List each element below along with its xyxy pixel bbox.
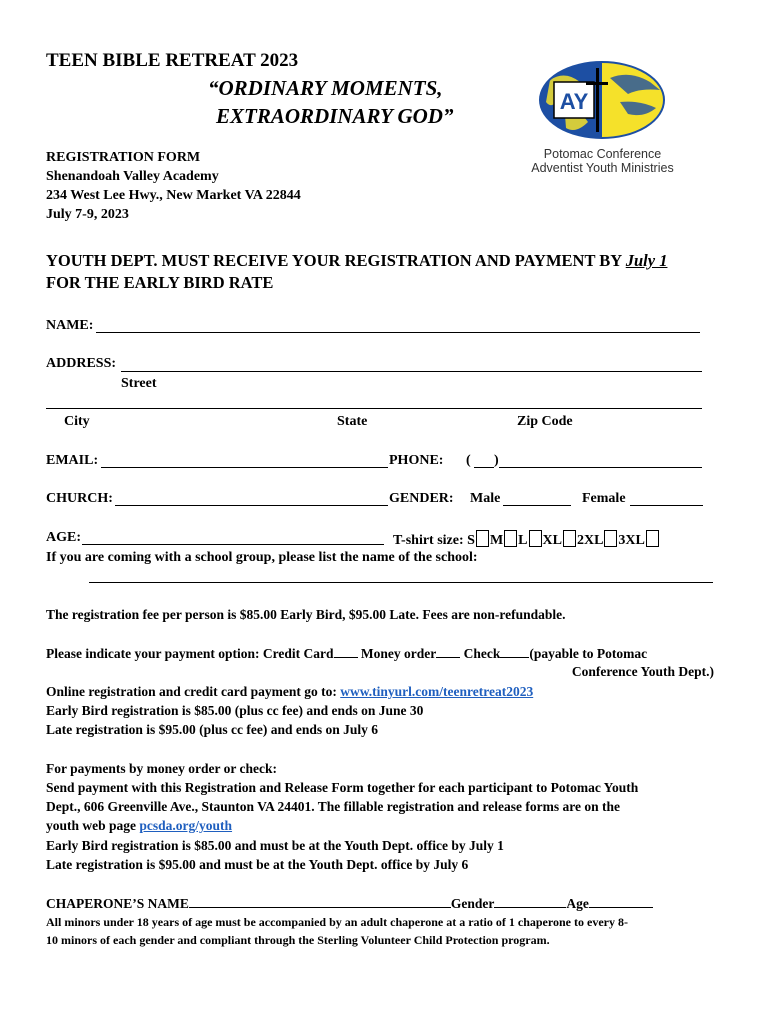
venue-address: 234 West Lee Hwy., New Market VA 22844 [46,188,301,203]
size-2xl-label: 2XL [576,533,604,548]
check-blank[interactable] [500,645,529,658]
chaperone-note-line-1: All minors under 18 years of age must be accompanied by an adult chaperone at a ratio of 1 chaperone to every 8- [46,915,628,929]
gender-male-label: Male [470,491,501,506]
theme-line-2: EXTRAORDINARY GOD” [216,104,454,128]
logo-org-line-2: Adventist Youth Ministries [531,161,674,175]
street-label: Street [121,376,157,391]
mail-line-1: Send payment with this Registration and Release Form together for each participant to Potomac Youth [46,780,639,795]
chaperone-gender-field[interactable] [494,895,566,908]
payment-prompt: Please indicate your payment option: Credit Card [46,646,334,661]
gender-male-field[interactable] [503,505,571,506]
logo-mark: AY [559,89,589,114]
phone-paren-close: ) [494,453,499,468]
size-s-checkbox[interactable] [476,530,489,547]
email-label: EMAIL: [46,453,99,468]
size-l-label: L [518,533,528,548]
youth-web-link[interactable]: pcsda.org/youth [139,818,233,833]
school-name-field[interactable] [89,582,713,583]
size-s-label: S [467,533,475,548]
deadline-text: YOUTH DEPT. MUST RECEIVE YOUR REGISTRATION AND PAYMENT BY [46,251,626,270]
mail-early-bird: Early Bird registration is $85.00 and must be at the Youth Dept. office by July 1 [46,838,504,853]
size-l-checkbox[interactable] [529,530,542,547]
age-field[interactable] [82,544,384,545]
phone-paren-open: ( [466,453,471,468]
address-label: ADDRESS: [46,356,117,371]
payable-to-line-2: Conference Youth Dept.) [571,664,714,679]
online-early-bird: Early Bird registration is $85.00 (plus cc fee) and ends on June 30 [46,703,424,718]
tshirt-label: T-shirt size: [393,533,464,548]
tshirt-size-group [393,530,660,549]
size-m-label: M [489,533,504,548]
name-field[interactable] [96,332,700,333]
fee-statement: The registration fee per person is $85.00 Early Bird, $95.00 Late. Fees are non-refundable. [46,607,566,622]
city-state-zip-field[interactable] [46,408,702,409]
email-field[interactable] [101,467,388,468]
deadline-notice [46,251,667,271]
online-registration [46,684,533,700]
church-label: CHURCH: [46,491,113,506]
size-2xl-checkbox[interactable] [604,530,617,547]
retreat-title: TEEN BIBLE RETREAT 2023 [46,50,299,71]
chaperone-name-field[interactable] [189,895,451,908]
area-code-field[interactable] [474,467,494,468]
zip-label: Zip Code [517,414,573,429]
size-m-checkbox[interactable] [504,530,517,547]
payable-to: (payable to Potomac [529,646,648,661]
venue-name: Shenandoah Valley Academy [46,169,219,184]
web-page-label: youth web page [46,818,140,833]
credit-card-blank[interactable] [334,645,358,658]
check-label: Check [463,646,501,661]
mail-heading: For payments by money order or check: [46,761,277,776]
chaperone-note-line-2: 10 minors of each gender and compliant through the Sterling Volunteer Child Protection program. [46,933,550,947]
registration-link[interactable]: www.tinyurl.com/teenretreat2023 [340,684,534,699]
city-label: City [64,414,90,429]
age-label: AGE: [46,530,81,545]
phone-label: PHONE: [389,453,444,468]
money-order-blank[interactable] [436,645,460,658]
size-xl-label: XL [542,533,562,548]
form-label: REGISTRATION FORM [46,150,201,165]
money-order-label: Money order [360,646,437,661]
logo-org-line-1: Potomac Conference [543,147,662,161]
gender-label: GENDER: [389,491,454,506]
event-dates: July 7-9, 2023 [46,207,129,222]
chaperone-age-field[interactable] [589,895,653,908]
payment-options [46,645,647,662]
chaperone-age-label: Age [566,896,589,911]
ay-logo [510,60,695,175]
online-label: Online registration and credit card payment go to: [46,684,341,699]
size-3xl-checkbox[interactable] [646,530,659,547]
school-group-label: If you are coming with a school group, please list the name of the school: [46,550,478,565]
state-label: State [337,414,368,429]
gender-female-label: Female [582,491,626,506]
mail-late: Late registration is $95.00 and must be at the Youth Dept. office by July 6 [46,857,469,872]
name-label: NAME: [46,318,94,333]
online-late: Late registration is $95.00 (plus cc fee) and ends on July 6 [46,722,379,737]
chaperone-gender-label: Gender [450,896,495,911]
mail-line-2: Dept., 606 Greenville Ave., Staunton VA 24401. The fillable registration and release forms are on the [46,799,620,814]
chaperone-name-label: CHAPERONE’S NAME [46,896,189,911]
early-bird-notice: FOR THE EARLY BIRD RATE [46,273,274,292]
deadline-date: July 1 [625,251,668,270]
phone-field[interactable] [499,467,702,468]
chaperone-row [46,895,653,912]
theme-line-1: “ORDINARY MOMENTS, [208,76,443,100]
globe-icon [510,60,695,142]
mail-line-3 [46,818,232,834]
gender-female-field[interactable] [630,505,703,506]
size-xl-checkbox[interactable] [563,530,576,547]
street-field[interactable] [121,371,702,372]
church-field[interactable] [115,505,388,506]
size-3xl-label: 3XL [618,533,645,548]
